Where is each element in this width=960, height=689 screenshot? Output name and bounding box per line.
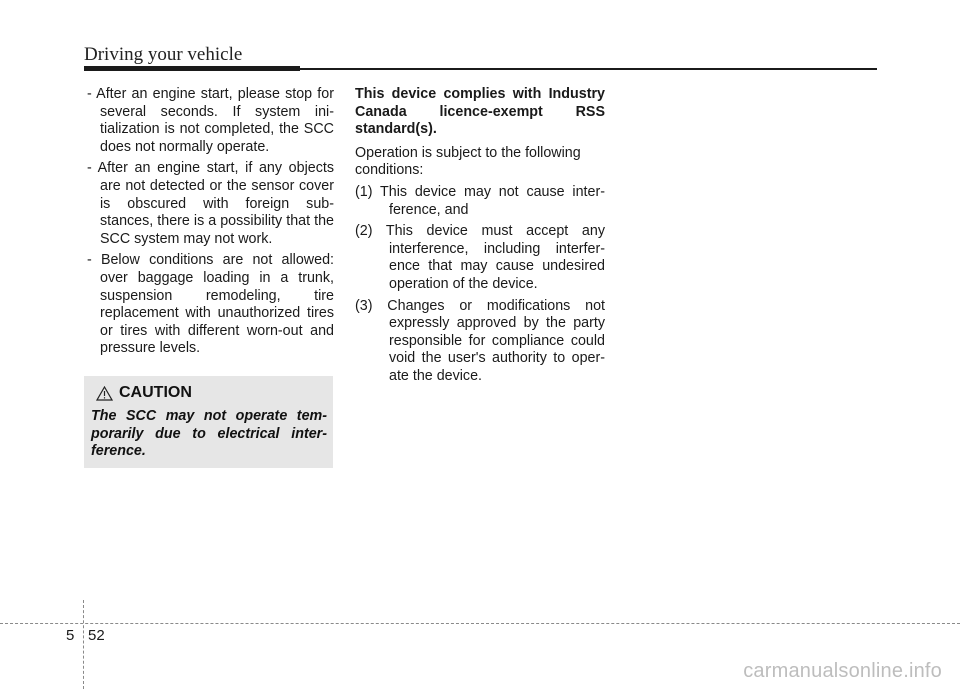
caution-title: CAUTION: [119, 384, 192, 401]
conditions-intro: Operation is subject to the following conditions:: [355, 144, 581, 179]
right-column: [355, 86, 605, 390]
caution-header: [96, 384, 192, 402]
chapter-number: 5: [66, 627, 75, 644]
watermark: carmanualsonline.info: [743, 660, 942, 682]
header-rule-thin: [300, 68, 877, 70]
list-item: - After an engine start, if any objects are not detected or the sensor cover is obscured with foreign sub-stances, there is a possibility that the SCC system may not work.: [87, 160, 334, 247]
page-number: 52: [88, 627, 105, 644]
list-item: - Below conditions are not allowed: over baggage loading in a trunk, suspension remodeling, tire replacement with unauthorized tires or tires with different worn-out and pressure levels.: [87, 252, 334, 357]
warning-triangle-icon: [96, 386, 113, 401]
compliance-statement: This device complies with Industry Canada licence-exempt RSS standard(s).: [355, 86, 605, 138]
left-column: [87, 86, 334, 362]
footer-divider: [83, 600, 84, 689]
list-item: - After an engine start, please stop for several seconds. If system ini-tialization is not completed, the SCC does not normally operate.: [87, 86, 334, 155]
caution-text: The SCC may not operate tem-porarily due to electrical inter-ference.: [91, 408, 327, 460]
header-rule-thick: [84, 66, 300, 71]
condition-item: (2) This device must accept any interference, including interfer-ence that may cause undesired operation of the device.: [355, 223, 605, 292]
condition-item: (1) This device may not cause inter-ference, and: [355, 183, 605, 218]
footer-rule: [0, 623, 960, 624]
section-title: Driving your vehicle: [84, 44, 243, 65]
caution-box: [84, 376, 333, 468]
condition-item: (3) Changes or modifications not expressly approved by the party responsible for compliance could void the user's authority to oper-ate the device.: [355, 297, 605, 384]
